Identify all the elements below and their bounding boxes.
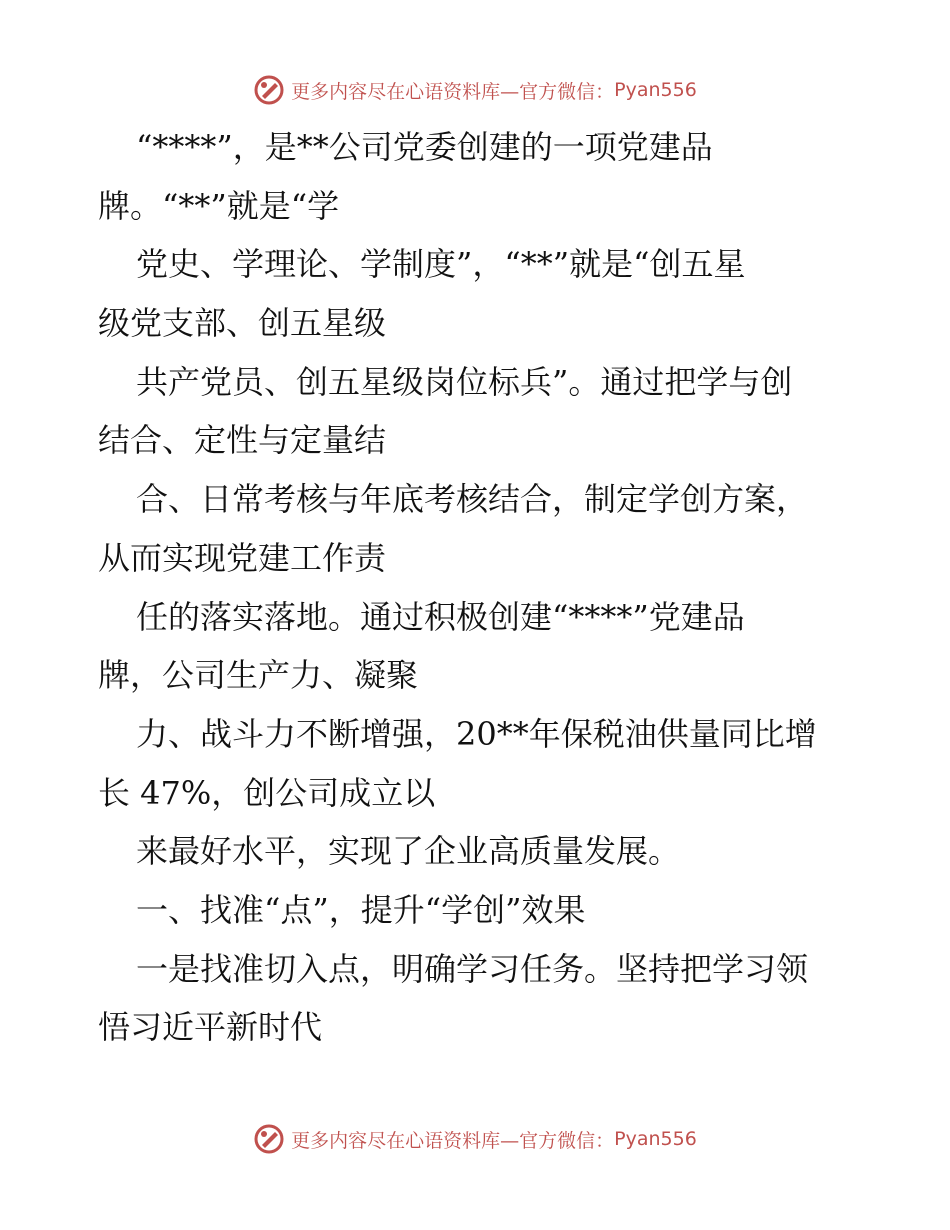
text-line: “****”，是**公司党委创建的一项党建品: [136, 128, 713, 166]
text-line: 长 47%，创公司成立以: [98, 773, 436, 812]
text-line: 一是找准切入点，明确学习任务。坚持把学习领: [136, 949, 809, 988]
text-line: 一、找准“点”，提升“学创”效果: [136, 890, 586, 929]
text-line: 党史、学理论、学制度”，“**”就是“创五星: [136, 245, 746, 284]
text-line: 结合、定性与定量结: [98, 421, 387, 460]
text-line: 来最好水平，实现了企业高质量发展。: [136, 832, 681, 871]
watermark-logo-icon: [253, 1123, 285, 1155]
watermark-handle: Pyan556: [614, 1128, 697, 1150]
text-line: 任的落实落地。通过积极创建“****”党建品: [136, 597, 745, 636]
text-line: 级党支部、创五星级: [98, 304, 387, 343]
watermark-logo-icon: [253, 74, 285, 106]
document-body: [98, 118, 868, 1057]
text-line: 力、战斗力不断增强，20**年保税油供量同比增: [136, 714, 817, 753]
text-line: 从而实现党建工作责: [98, 538, 387, 577]
text-line: 悟习近平新时代: [98, 1008, 323, 1047]
footer-watermark: [0, 1119, 950, 1159]
text-line: 牌，公司生产力、凝聚: [98, 656, 419, 695]
text-line: 共产党员、创五星级岗位标兵”。通过把学与创: [136, 362, 793, 401]
text-line: 合、日常考核与年底考核结合，制定学创方案，: [136, 480, 809, 519]
watermark-handle: Pyan556: [614, 79, 697, 101]
watermark-text: 更多内容尽在心语资料库—官方微信：: [291, 80, 615, 103]
watermark-text: 更多内容尽在心语资料库—官方微信：: [291, 1129, 615, 1152]
header-watermark: [0, 70, 950, 110]
text-line: 牌。“**”就是“学: [98, 186, 340, 225]
